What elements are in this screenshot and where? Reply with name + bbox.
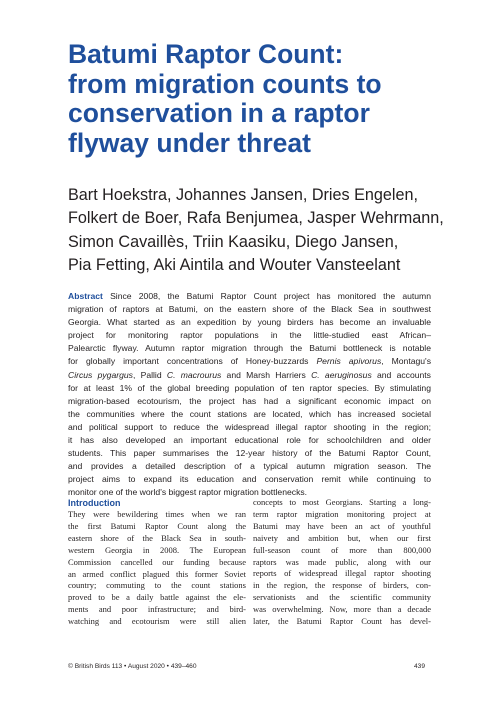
abstract-line xyxy=(68,355,431,368)
body-text-line: term raptor migration monitoring project at xyxy=(253,508,431,519)
abstract-line: project aims to expand its education and conservation remit while continuing to xyxy=(68,474,431,485)
abstract-text: and accounts xyxy=(371,369,431,380)
abstract-line: migration-based ecotourism, the project has had a significant economic impact on xyxy=(68,395,431,406)
abstract-text: , Pallid xyxy=(132,369,167,380)
body-text-line: raptors was made public, along with our xyxy=(253,556,431,567)
body-text-line: proved to be a daily battle against the ele- xyxy=(68,592,246,603)
title-line: from migration counts to xyxy=(68,68,382,99)
body-text-line: reports of widespread illegal raptor shooting xyxy=(253,568,431,579)
page-number: 439 xyxy=(414,663,426,670)
body-text-line: an armed conflict plagued this former Soviet xyxy=(68,568,246,579)
abstract-text: Since 2008, the Batumi Raptor Count project has monitored the autumn xyxy=(102,291,431,301)
body-text-line: They were bewildering times when we ran xyxy=(68,509,246,519)
body-text-line: country; commuting to the count stations xyxy=(68,580,246,591)
intro-body-right xyxy=(253,497,431,628)
abstract-text: for globally important concentrations of Honey-buzzards xyxy=(68,356,317,367)
abstract-line: migration of raptors at Batumi, on the eastern shore of the Black Sea in southwest xyxy=(68,304,431,315)
abstract-line: students. This paper summarises the 12-year history of the Batumi Raptor Count, xyxy=(68,448,431,459)
body-text-line: western Georgia in 2008. The European xyxy=(68,544,246,555)
abstract-line: for at least 1% of the global breeding population of ten raptor species. By stimulating xyxy=(68,382,431,393)
body-text-line: watching and ecotourism were still alien xyxy=(68,616,246,627)
body-text-line: the first Batumi Raptor Count along the xyxy=(68,520,246,531)
abstract-line: the communities where the count stations are located, which has increased societal xyxy=(68,408,431,419)
abstract-line: it has also developed an important educational role for schoolchildren and older xyxy=(68,435,431,446)
body-text-line: full-season count of more than 800,000 xyxy=(253,544,431,555)
body-text-line: ments and poor infrastructure; and bird- xyxy=(68,604,246,615)
author-line: Pia Fetting, Aki Aintila and Wouter Vansteelant xyxy=(68,255,401,274)
body-text-line: Batumi may have been an act of youthful xyxy=(253,520,431,531)
species-name: C. macrourus xyxy=(166,369,222,380)
title-line: conservation in a raptor xyxy=(68,98,370,128)
body-text-line: Commission cancelled our funding because xyxy=(68,556,246,567)
species-name: Circus pygargus xyxy=(68,369,133,380)
body-text-line: in the region, the response of birders, con- xyxy=(253,580,431,591)
abstract-line: Palearctic flyway. Autumn raptor migration through the Batumi bottleneck is notable xyxy=(68,343,431,354)
title-line: flyway under threat xyxy=(68,127,311,158)
body-text-line: concepts to most Georgians. Starting a long- xyxy=(253,497,431,507)
body-text-line: eastern shore of the Black Sea in south- xyxy=(68,532,246,543)
body-text-line: later, the Batumi Raptor Count has devel- xyxy=(253,616,431,627)
author-line: Folkert de Boer, Rafa Benjumea, Jasper Wehrmann, xyxy=(68,209,444,228)
title-line: Batumi Raptor Count: xyxy=(68,39,344,69)
abstract-line: and political support to reduce the widespread illegal raptor shooting in the region; xyxy=(68,421,431,432)
intro-column-left xyxy=(68,497,246,628)
journal-citation: © British Birds 113 • August 2020 • 439–460 xyxy=(68,663,197,670)
intro-body-left xyxy=(68,509,246,628)
species-name: Pernis apivorus xyxy=(316,356,382,367)
author-line: Bart Hoekstra, Johannes Jansen, Dries Engelen, xyxy=(68,186,419,204)
abstract-text: , Montagu's xyxy=(381,356,431,367)
body-text-line: servationists and the scientific community xyxy=(253,592,431,603)
abstract-line xyxy=(68,290,431,303)
abstract-text: and Marsh Harriers xyxy=(221,369,312,380)
abstract-line: Georgia. What started as an expedition by young birders has become an invaluable xyxy=(68,317,431,328)
body-text-line: was overwhelming. Now, more than a decade xyxy=(253,604,431,615)
abstract-line: and provides a detailed description of a typical autumn migration season. The xyxy=(68,461,431,472)
author-line: Simon Cavaillès, Triin Kaasiku, Diego Jansen, xyxy=(68,232,399,251)
article-title xyxy=(68,40,438,158)
intro-column-right xyxy=(253,497,431,628)
section-heading: Introduction xyxy=(68,498,121,508)
abstract xyxy=(68,290,431,500)
abstract-line xyxy=(68,369,431,382)
abstract-line: project for monitoring raptor populations in the little-studied east African– xyxy=(68,330,431,341)
abstract-label: Abstract xyxy=(68,291,103,301)
abstract-line: monitor one of the world's biggest raptor migration bottlenecks. xyxy=(68,487,308,498)
author-list xyxy=(68,184,448,277)
body-text-line: naivety and ambition but, when our first xyxy=(253,532,431,543)
species-name: C. aeruginosus xyxy=(311,369,372,380)
